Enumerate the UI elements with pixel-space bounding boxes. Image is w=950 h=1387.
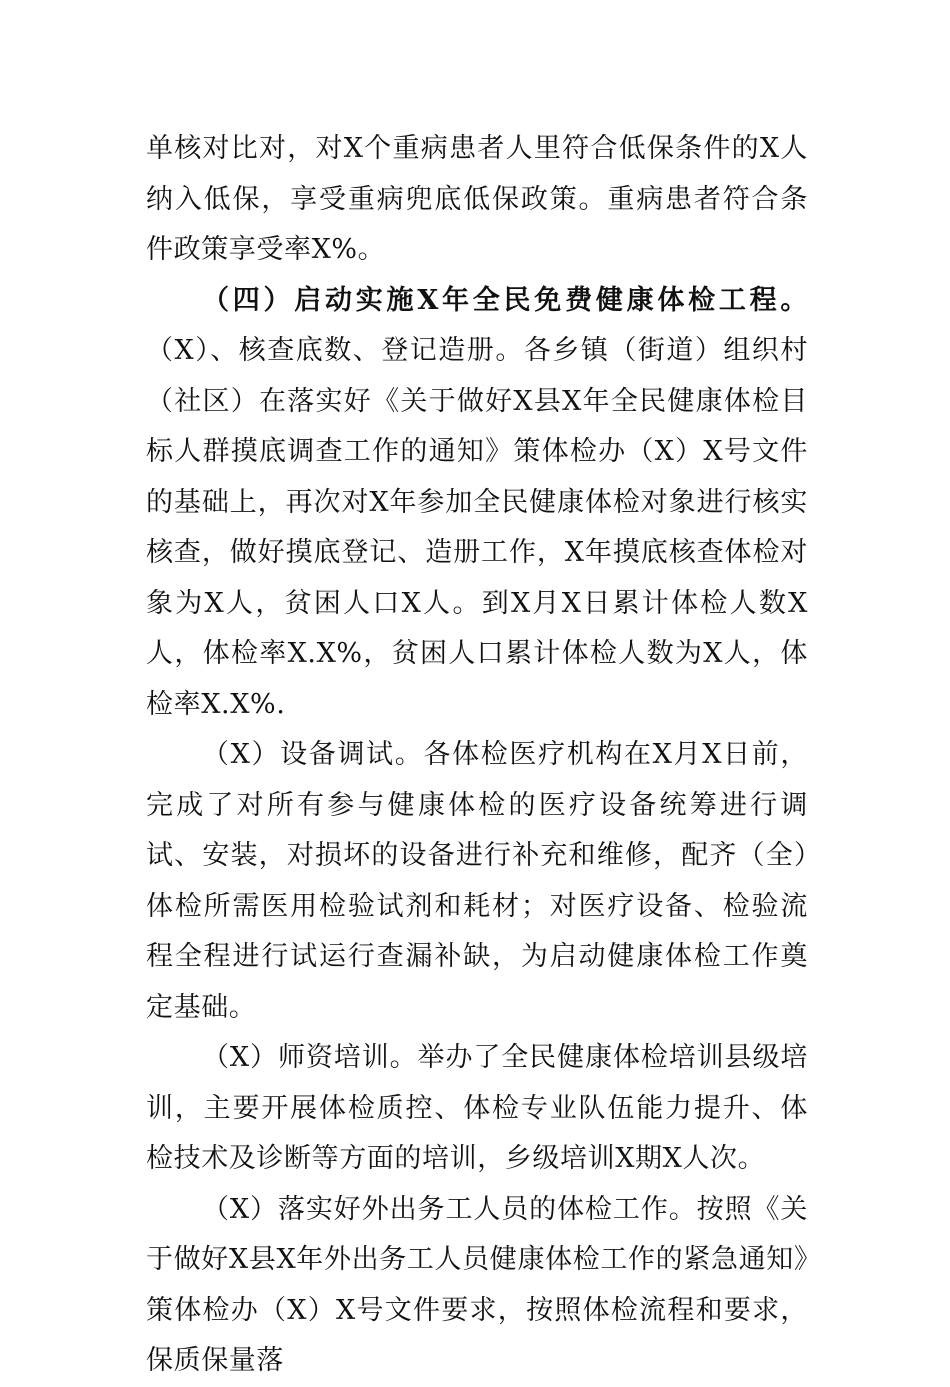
- paragraph-staff-training: [146, 1033, 808, 1185]
- paragraph-text: （X）落实好外出务工人员的体检工作。按照《关于做好X县X年外出务工人员健康体检工作的紧急通知》策体检办（X）X号文件要求，按照体检流程和要求，保质保量落: [146, 1193, 808, 1376]
- paragraph-migrant-workers: [146, 1185, 808, 1387]
- paragraph-text: （X）、核查底数、登记造册。各乡镇（街道）组织村（社区）在落实好《关于做好X县X年全民健康体检目标人群摸底调查工作的通知》策体检办（X）X号文件的基础上，再次对X年参加全民健康体检对象进行核实核查，做好摸底登记、造册工作，X年摸底核查体检对象为X人，贫困人口X人。到X月X日累计体检人数X人，体检率X.X%，贫困人口累计体检人数为X人，体检率X.X%.: [146, 335, 808, 720]
- paragraph-equipment-debugging: [146, 730, 808, 1033]
- paragraph-text: （X）设备调试。各体检医疗机构在X月X日前，完成了对所有参与健康体检的医疗设备统筹进行调试、安装，对损坏的设备进行补充和维修，配齐（全）体检所需医用检验试剂和耗材；对医疗设备、检验流程全程进行试运行查漏补缺，为启动健康体检工作奠定基础。: [146, 739, 808, 1023]
- paragraph-text: （X）师资培训。举办了全民健康体检培训县级培训，主要开展体检质控、体检专业队伍能力提升、体检技术及诊断等方面的培训，乡级培训X期X人次。: [146, 1042, 808, 1174]
- document-body: [146, 124, 808, 1387]
- paragraph-section-four: [146, 276, 808, 731]
- section-heading: （四）启动实施X年全民免费健康体检工程。: [202, 284, 808, 316]
- paragraph-text: 单核对比对，对X个重病患者人里符合低保条件的X人纳入低保，享受重病兜底低保政策。重病患者符合条件政策享受率X%。: [146, 133, 808, 265]
- paragraph-continuation: [146, 124, 808, 276]
